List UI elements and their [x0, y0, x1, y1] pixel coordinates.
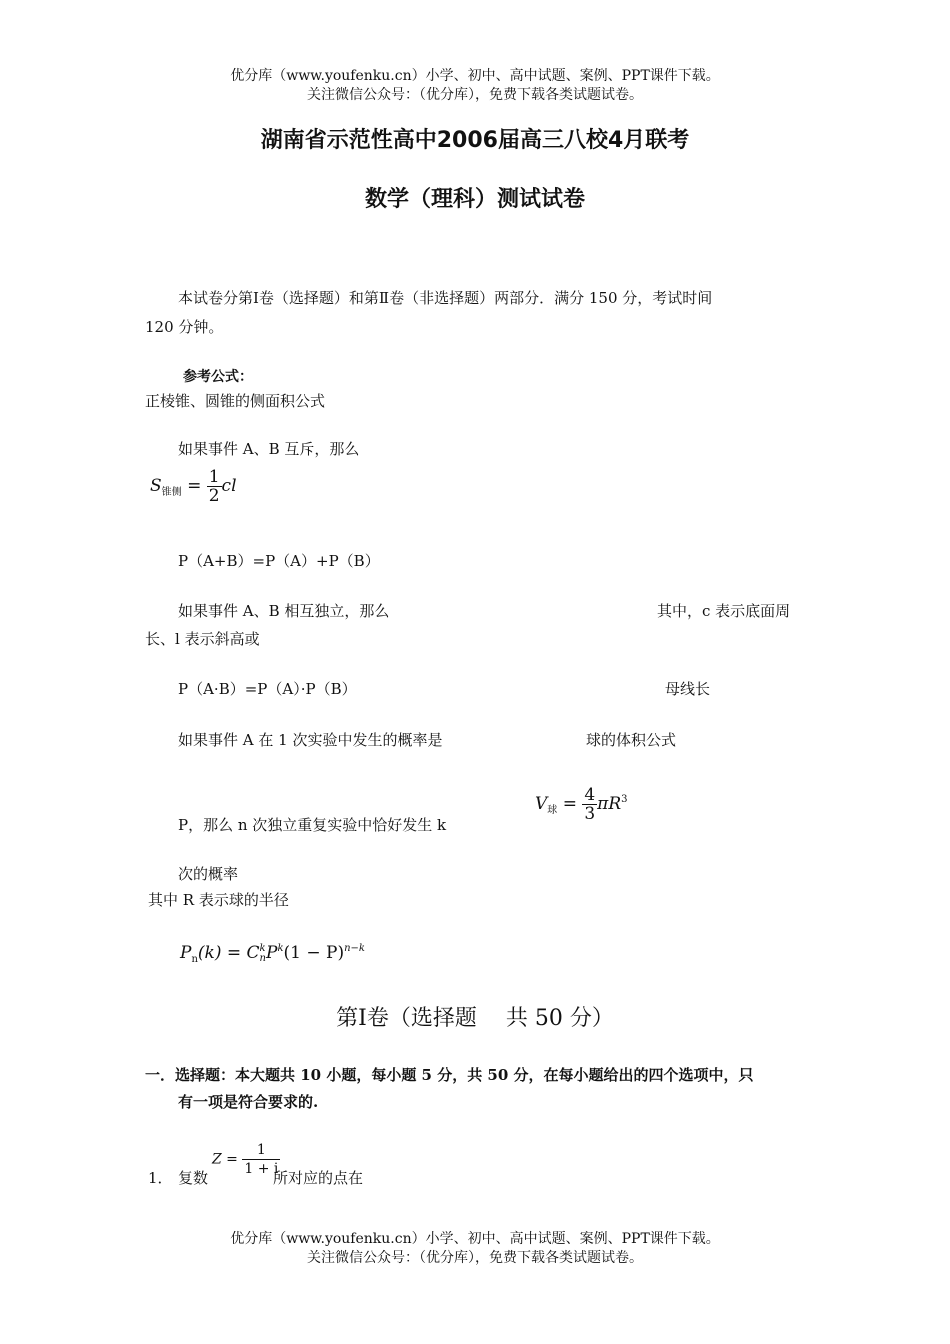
generatrix-note: 母线长 [665, 680, 711, 698]
formula-term: πR [597, 794, 622, 814]
formula-subscript: n [191, 954, 198, 965]
formula-symbol: V [535, 794, 548, 814]
fraction-numerator: 1 [242, 1141, 280, 1160]
question-1-number: 1． [148, 1169, 173, 1187]
formula-fraction [207, 468, 222, 505]
header-line-1: 优分库（www.youfenku.cn）小学、初中、高中试题、案例、PPT课件下载。 [230, 68, 720, 84]
formula-symbol: P [265, 943, 278, 963]
header-line-2: 关注微信公众号：（优分库），免费下载各类试题试卷。 [307, 87, 643, 103]
sum-rule: P（A+B）=P（A）+P（B） [178, 552, 380, 570]
probability-condition: 如果事件 A 在 1 次实验中发生的概率是 [178, 731, 443, 749]
formula-term: cl [221, 476, 237, 496]
where-l-note: 长、l 表示斜高或 [145, 630, 260, 648]
fraction-denominator: 3 [584, 804, 596, 824]
formula-term: (k) = C [197, 943, 260, 963]
formula-equals: = [562, 794, 577, 814]
where-c-note: 其中，c 表示底面周 [657, 602, 791, 620]
fraction-denominator: 2 [208, 486, 220, 506]
part-1-instructions-line-2: 有一项是符合要求的. [178, 1093, 319, 1111]
reference-heading: 参考公式： [183, 369, 253, 385]
footer-line-1: 优分库（www.youfenku.cn）小学、初中、高中试题、案例、PPT课件下载。 [230, 1231, 720, 1247]
formula-symbol: P [180, 943, 192, 963]
question-1-text-before: 复数 [178, 1169, 209, 1187]
intro-line-1: 本试卷分第Ⅰ卷（选择题）和第Ⅱ卷（非选择题）两部分．满分 150 分，考试时间 [178, 289, 713, 307]
binomial-formula [180, 943, 365, 965]
fraction-numerator: 4 [584, 785, 596, 805]
independence-condition: 如果事件 A、B 相互独立，那么 [178, 602, 390, 620]
formula-subscript: 锥侧 [161, 487, 182, 498]
fraction-numerator: 1 [208, 467, 220, 487]
repeated-trials-text: P，那么 n 次独立重复实验中恰好发生 k [178, 816, 447, 834]
formula-fraction [582, 786, 597, 823]
formula-superscript: n−k [344, 943, 365, 954]
fraction-denominator: 1 + i [244, 1161, 279, 1177]
formula-term: (1 − P) [283, 943, 345, 963]
cone-area-formula [150, 468, 237, 505]
question-1-text-after: 所对应的点在 [273, 1169, 364, 1187]
formula-symbol: Z = [212, 1151, 238, 1168]
sphere-volume-formula [535, 786, 628, 823]
exam-subtitle: 数学（理科）测试试卷 [364, 187, 585, 212]
exam-title: 湖南省示范性高中2006届高三八校4月联考 [260, 128, 690, 153]
formula-exponent: 3 [621, 794, 628, 805]
sphere-volume-label: 球的体积公式 [586, 731, 677, 749]
section-1-title: 第Ⅰ卷（选择题 共 50 分） [336, 1006, 614, 1031]
mutex-condition: 如果事件 A、B 互斥，那么 [178, 440, 360, 458]
formula-superscript: k [259, 942, 266, 954]
formula-symbol: S [150, 476, 162, 496]
formula-subscript: 球 [547, 805, 558, 816]
footer-line-2: 关注微信公众号：（优分库），免费下载各类试题试卷。 [307, 1250, 643, 1266]
k-times-text: 次的概率 [178, 865, 239, 883]
product-rule: P（A·B）=P（A）·P（B） [178, 680, 357, 698]
formula-subscript: n [259, 952, 266, 964]
question-1-formula [212, 1141, 280, 1178]
formula-superscript: k [277, 943, 284, 954]
where-r-note: 其中 R 表示球的半径 [148, 891, 289, 909]
cone-area-label: 正棱锥、圆锥的侧面积公式 [145, 392, 326, 410]
part-1-instructions-line-1: 一．选择题：本大题共 10 小题，每小题 5 分，共 50 分，在每小题给出的四个选项中，只 [145, 1066, 754, 1084]
intro-line-2: 120 分钟。 [145, 318, 224, 336]
formula-equals: = [187, 476, 202, 496]
